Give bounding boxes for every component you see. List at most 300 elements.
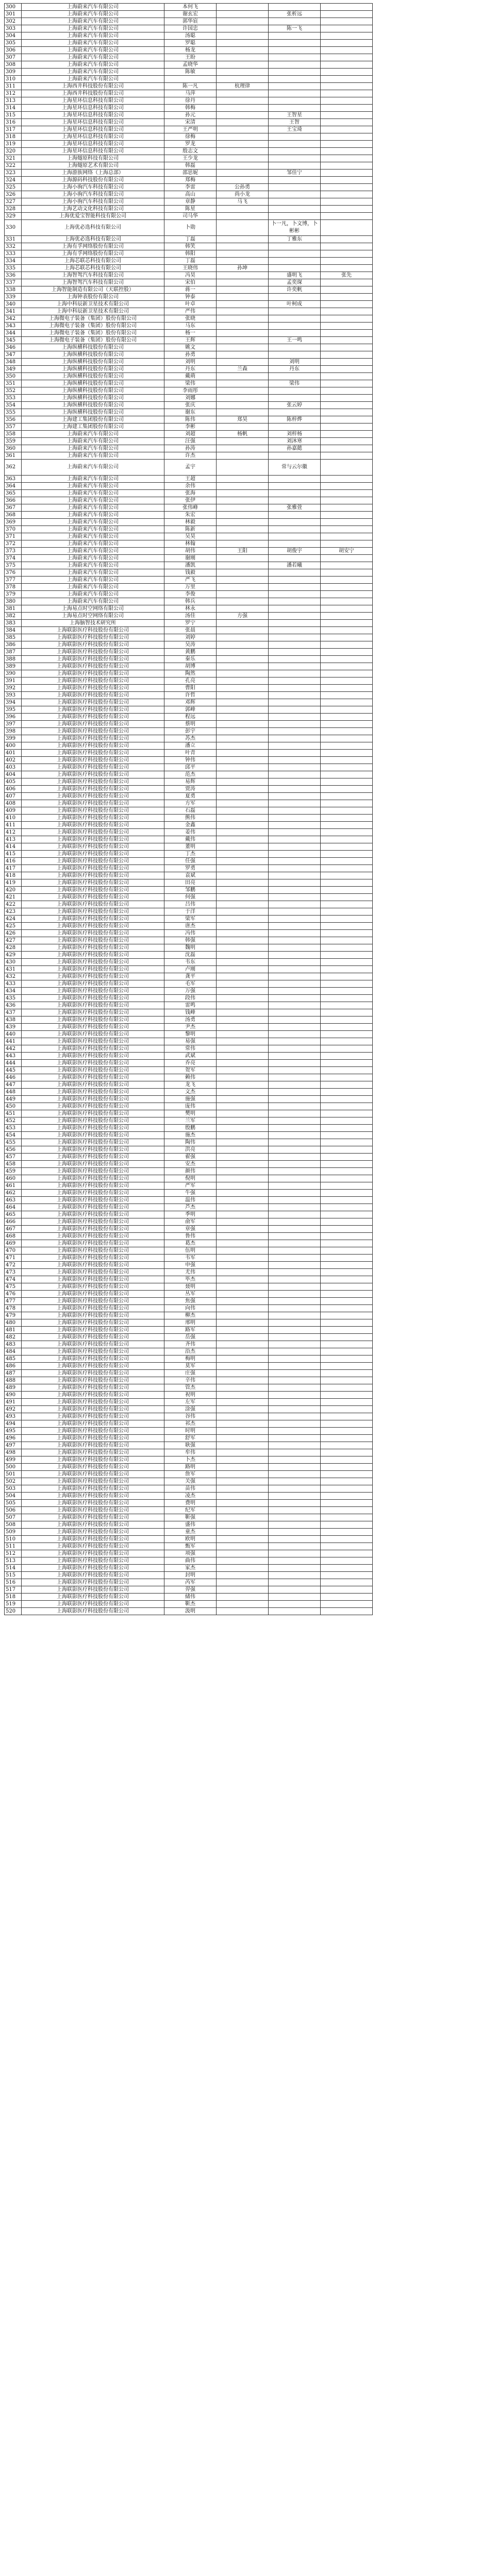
person-cell-2 <box>217 272 269 279</box>
person-cell-4 <box>321 286 373 294</box>
row-number-cell: 427 <box>5 937 22 944</box>
person-cell-3 <box>269 105 321 112</box>
person-cell-3: 张雅萱 <box>269 504 321 512</box>
table-row <box>5 685 373 692</box>
person-cell-4 <box>321 1045 373 1053</box>
person-cell-2 <box>217 476 269 483</box>
table-row <box>5 1269 373 1276</box>
person-cell-3 <box>269 908 321 916</box>
person-cell-4 <box>321 1038 373 1045</box>
table-row <box>5 1125 373 1132</box>
person-cell-3: 胡俊宇 <box>269 548 321 555</box>
table-row <box>5 258 373 265</box>
person-cell-1: 汤聪 <box>164 32 217 40</box>
person-cell-4 <box>321 757 373 764</box>
person-cell-3 <box>269 452 321 460</box>
row-number-cell: 386 <box>5 641 22 649</box>
company-name-cell: 上海中科辰新卫星技术有限公司 <box>22 308 164 315</box>
row-number-cell: 339 <box>5 294 22 301</box>
person-cell-1: 徐梅 <box>164 133 217 141</box>
person-cell-1: 祁杰 <box>164 1420 217 1428</box>
person-cell-1: 颜伟 <box>164 1168 217 1175</box>
person-cell-3 <box>269 1211 321 1218</box>
table-row <box>5 1406 373 1413</box>
table-row <box>5 1262 373 1269</box>
person-cell-3 <box>269 988 321 995</box>
person-cell-2 <box>217 879 269 887</box>
row-number-cell: 320 <box>5 148 22 155</box>
company-name-cell: 上海联影医疗科技股份有限公司 <box>22 822 164 829</box>
table-row <box>5 778 373 786</box>
person-cell-1: 陈伟 <box>164 416 217 423</box>
person-cell-1: 钟泰 <box>164 294 217 301</box>
person-cell-1: 郭峰 <box>164 706 217 714</box>
person-cell-3 <box>269 1420 321 1428</box>
person-cell-4 <box>321 1471 373 1478</box>
company-name-cell: 上海联影医疗科技股份有限公司 <box>22 1341 164 1348</box>
person-cell-2: 尚小龙 <box>217 191 269 198</box>
person-cell-4 <box>321 250 373 258</box>
person-cell-4 <box>321 1024 373 1031</box>
person-cell-4 <box>321 1262 373 1269</box>
person-cell-2 <box>217 750 269 757</box>
person-cell-3 <box>269 1016 321 1024</box>
person-cell-4 <box>321 1384 373 1392</box>
person-cell-1: 涂强 <box>164 1406 217 1413</box>
table-row <box>5 1067 373 1074</box>
person-cell-1: 汤勇 <box>164 1016 217 1024</box>
person-cell-4 <box>321 649 373 656</box>
person-cell-4 <box>321 1514 373 1521</box>
person-cell-1: 彭宇 <box>164 728 217 735</box>
row-number-cell: 463 <box>5 1197 22 1204</box>
company-name-cell: 上海联影医疗科技股份有限公司 <box>22 1262 164 1269</box>
person-cell-4 <box>321 351 373 359</box>
row-number-cell: 497 <box>5 1442 22 1449</box>
person-cell-2 <box>217 670 269 677</box>
company-name-cell: 上海星环信息科技有限公司 <box>22 141 164 148</box>
person-cell-3 <box>269 959 321 966</box>
company-name-cell: 上海蔚来汽车有限公司 <box>22 540 164 548</box>
person-cell-4 <box>321 416 373 423</box>
row-number-cell: 448 <box>5 1089 22 1096</box>
row-number-cell: 371 <box>5 533 22 540</box>
person-cell-2 <box>217 32 269 40</box>
person-cell-1: 贺军 <box>164 1067 217 1074</box>
company-name-cell: 上海中科辰新卫星技术有限公司 <box>22 301 164 308</box>
company-name-cell: 上海联影医疗科技股份有限公司 <box>22 959 164 966</box>
table-row <box>5 1399 373 1406</box>
person-cell-1: 雷鸣 <box>164 1002 217 1009</box>
table-row <box>5 807 373 815</box>
table-row <box>5 1550 373 1557</box>
person-cell-4 <box>321 294 373 301</box>
company-name-cell: 上海联影医疗科技股份有限公司 <box>22 1449 164 1456</box>
company-name-cell: 上海蔚来汽车有限公司 <box>22 569 164 577</box>
person-cell-4 <box>321 323 373 330</box>
row-number-cell: 408 <box>5 800 22 807</box>
person-cell-3 <box>269 742 321 750</box>
table-body <box>5 4 373 1615</box>
row-number-cell: 416 <box>5 858 22 865</box>
person-cell-4 <box>321 879 373 887</box>
person-cell-3 <box>269 409 321 416</box>
person-cell-2 <box>217 916 269 923</box>
person-cell-1: 许杰 <box>164 452 217 460</box>
company-name-cell: 上海联影医疗科技股份有限公司 <box>22 894 164 901</box>
company-name-cell: 上海钟表股份有限公司 <box>22 294 164 301</box>
person-cell-2: 兰森 <box>217 366 269 373</box>
person-cell-3 <box>269 97 321 105</box>
person-cell-1: 叶青 <box>164 750 217 757</box>
person-cell-3 <box>269 591 321 598</box>
person-cell-3 <box>269 1024 321 1031</box>
row-number-cell: 449 <box>5 1096 22 1103</box>
person-cell-4 <box>321 944 373 952</box>
row-number-cell: 376 <box>5 569 22 577</box>
row-number-cell: 323 <box>5 170 22 177</box>
person-cell-3 <box>269 1009 321 1016</box>
row-number-cell: 512 <box>5 1550 22 1557</box>
table-row <box>5 1586 373 1594</box>
person-cell-2 <box>217 294 269 301</box>
table-row <box>5 90 373 97</box>
person-cell-3 <box>269 1060 321 1067</box>
row-number-cell: 420 <box>5 887 22 894</box>
person-cell-2 <box>217 937 269 944</box>
person-cell-3 <box>269 213 321 220</box>
company-name-cell: 上海联影医疗科技股份有限公司 <box>22 1442 164 1449</box>
table-row <box>5 836 373 843</box>
table-row <box>5 1291 373 1298</box>
row-number-cell: 478 <box>5 1305 22 1312</box>
company-name-cell: 上海联影医疗科技股份有限公司 <box>22 685 164 692</box>
table-row <box>5 177 373 184</box>
company-name-cell: 上海蔚来汽车有限公司 <box>22 598 164 605</box>
company-name-cell: 上海蔚来汽车有限公司 <box>22 47 164 54</box>
company-name-cell: 上海联影医疗科技股份有限公司 <box>22 815 164 822</box>
person-cell-1: 童杰 <box>164 1529 217 1536</box>
company-name-cell: 上海联影医疗科技股份有限公司 <box>22 1031 164 1038</box>
person-cell-2 <box>217 591 269 598</box>
company-name-cell: 上海联影医疗科技股份有限公司 <box>22 952 164 959</box>
person-cell-2 <box>217 76 269 83</box>
person-cell-3 <box>269 40 321 47</box>
person-cell-4 <box>321 598 373 605</box>
person-cell-3 <box>269 598 321 605</box>
person-cell-2 <box>217 714 269 721</box>
person-cell-2 <box>217 836 269 843</box>
table-row <box>5 315 373 323</box>
person-cell-3 <box>269 887 321 894</box>
person-cell-1: 易强 <box>164 1038 217 1045</box>
person-cell-2 <box>217 11 269 18</box>
person-cell-4 <box>321 1319 373 1327</box>
row-number-cell: 367 <box>5 504 22 512</box>
table-row <box>5 1218 373 1226</box>
person-cell-1: 严军 <box>164 1182 217 1190</box>
row-number-cell: 343 <box>5 323 22 330</box>
company-name-cell: 上海联影医疗科技股份有限公司 <box>22 1053 164 1060</box>
person-cell-2 <box>217 133 269 141</box>
person-cell-3 <box>269 1312 321 1319</box>
row-number-cell: 482 <box>5 1334 22 1341</box>
table-row <box>5 1341 373 1348</box>
person-cell-1: 杨一 <box>164 330 217 337</box>
person-cell-3 <box>269 836 321 843</box>
person-cell-4 <box>321 843 373 851</box>
company-name-cell: 上海联影医疗科技股份有限公司 <box>22 786 164 793</box>
person-cell-4 <box>321 301 373 308</box>
company-name-cell: 上海联影医疗科技股份有限公司 <box>22 916 164 923</box>
person-cell-3 <box>269 1493 321 1500</box>
person-cell-1: 苏杰 <box>164 735 217 742</box>
row-number-cell: 361 <box>5 452 22 460</box>
row-number-cell: 467 <box>5 1226 22 1233</box>
person-cell-2 <box>217 908 269 916</box>
person-cell-2 <box>217 641 269 649</box>
company-name-cell: 上海联影医疗科技股份有限公司 <box>22 1291 164 1298</box>
person-cell-2 <box>217 533 269 540</box>
person-cell-2: 孙坤 <box>217 265 269 272</box>
table-row <box>5 438 373 445</box>
company-name-cell: 上海建工集团股份有限公司 <box>22 416 164 423</box>
row-number-cell: 316 <box>5 119 22 126</box>
table-row <box>5 40 373 47</box>
person-cell-1: 王严明 <box>164 126 217 133</box>
row-number-cell: 322 <box>5 162 22 170</box>
table-row <box>5 1204 373 1211</box>
company-name-cell: 上海联影医疗科技股份有限公司 <box>22 1247 164 1255</box>
person-cell-1: 孔亮 <box>164 677 217 685</box>
person-cell-4 <box>321 4 373 11</box>
company-name-cell: 上海星环信息科技有限公司 <box>22 112 164 119</box>
person-cell-2 <box>217 1435 269 1442</box>
person-cell-1: 韩兵 <box>164 598 217 605</box>
person-cell-4 <box>321 1550 373 1557</box>
person-cell-1: 梁军 <box>164 916 217 923</box>
table-row <box>5 294 373 301</box>
row-number-cell: 423 <box>5 908 22 916</box>
company-name-cell: 上海蔚来汽车有限公司 <box>22 18 164 25</box>
company-name-cell: 上海联影医疗科技股份有限公司 <box>22 641 164 649</box>
row-number-cell: 377 <box>5 577 22 584</box>
person-cell-1: 贾涛 <box>164 786 217 793</box>
table-row <box>5 1139 373 1146</box>
person-cell-1: 牛强 <box>164 1190 217 1197</box>
row-number-cell: 447 <box>5 1081 22 1089</box>
person-cell-1: 莫军 <box>164 1363 217 1370</box>
person-cell-4 <box>321 908 373 916</box>
person-cell-4 <box>321 387 373 395</box>
row-number-cell: 480 <box>5 1319 22 1327</box>
person-cell-4 <box>321 1060 373 1067</box>
row-number-cell: 336 <box>5 272 22 279</box>
company-name-cell: 上海联影医疗科技股份有限公司 <box>22 735 164 742</box>
row-number-cell: 355 <box>5 409 22 416</box>
person-cell-2 <box>217 460 269 476</box>
row-number-cell: 372 <box>5 540 22 548</box>
person-cell-3 <box>269 1471 321 1478</box>
table-row <box>5 555 373 562</box>
person-cell-3 <box>269 800 321 807</box>
table-row <box>5 11 373 18</box>
person-cell-4 <box>321 148 373 155</box>
row-number-cell: 501 <box>5 1471 22 1478</box>
person-cell-1: 孙勇 <box>164 351 217 359</box>
table-row <box>5 750 373 757</box>
person-cell-2 <box>217 40 269 47</box>
company-name-cell: 上海联影医疗科技股份有限公司 <box>22 1146 164 1154</box>
row-number-cell: 458 <box>5 1161 22 1168</box>
person-cell-1: 林翰 <box>164 540 217 548</box>
table-row <box>5 395 373 402</box>
person-cell-4 <box>321 865 373 872</box>
person-cell-3 <box>269 519 321 526</box>
person-cell-1: 柳杰 <box>164 1312 217 1319</box>
person-cell-4 <box>321 692 373 699</box>
person-cell-4 <box>321 656 373 663</box>
person-cell-3 <box>269 1565 321 1572</box>
person-cell-2 <box>217 1117 269 1125</box>
table-row <box>5 32 373 40</box>
company-name-cell: 上海联影医疗科技股份有限公司 <box>22 1081 164 1089</box>
row-number-cell: 441 <box>5 1038 22 1045</box>
person-cell-4 <box>321 1154 373 1161</box>
company-name-cell: 上海易点时空网络有限公司 <box>22 613 164 620</box>
table-row <box>5 980 373 988</box>
table-row <box>5 851 373 858</box>
company-name-cell: 上海联影医疗科技股份有限公司 <box>22 1579 164 1586</box>
person-cell-3 <box>269 83 321 90</box>
person-cell-2 <box>217 1197 269 1204</box>
row-number-cell: 319 <box>5 141 22 148</box>
person-cell-4 <box>321 1327 373 1334</box>
table-row <box>5 786 373 793</box>
person-cell-2 <box>217 887 269 894</box>
row-number-cell: 493 <box>5 1413 22 1420</box>
person-cell-1: 安杰 <box>164 1161 217 1168</box>
person-cell-4 <box>321 764 373 771</box>
person-cell-2 <box>217 721 269 728</box>
person-cell-4 <box>321 1420 373 1428</box>
person-cell-1: 罗勇 <box>164 865 217 872</box>
row-number-cell: 338 <box>5 286 22 294</box>
person-cell-2 <box>217 25 269 32</box>
person-cell-2 <box>217 685 269 692</box>
table-row <box>5 1355 373 1363</box>
table-row <box>5 83 373 90</box>
table-row <box>5 359 373 366</box>
person-cell-1: 封明 <box>164 1572 217 1579</box>
person-cell-2 <box>217 119 269 126</box>
person-cell-2 <box>217 1262 269 1269</box>
person-cell-2 <box>217 1031 269 1038</box>
person-cell-1: 庞伟 <box>164 1103 217 1110</box>
company-name-cell: 上海智驾汽车科技有限公司 <box>22 279 164 286</box>
company-name-cell: 上海优必选科技有限公司 <box>22 236 164 243</box>
person-cell-4 <box>321 1370 373 1377</box>
company-name-cell: 上海联影医疗科技股份有限公司 <box>22 1182 164 1190</box>
table-row <box>5 1464 373 1471</box>
person-cell-3 <box>269 1168 321 1175</box>
person-cell-1: 章强 <box>164 1226 217 1233</box>
row-number-cell: 492 <box>5 1406 22 1413</box>
person-cell-2 <box>217 1399 269 1406</box>
person-cell-1: 陈星 <box>164 206 217 213</box>
row-number-cell: 428 <box>5 944 22 952</box>
company-name-cell: 上海蔚来汽车有限公司 <box>22 25 164 32</box>
person-cell-1: 祝明 <box>164 1392 217 1399</box>
person-cell-1: 李雨彤 <box>164 387 217 395</box>
table-row <box>5 1016 373 1024</box>
person-cell-3 <box>269 1514 321 1521</box>
person-cell-4 <box>321 887 373 894</box>
person-cell-3 <box>269 1031 321 1038</box>
person-cell-4 <box>321 497 373 504</box>
person-cell-4 <box>321 937 373 944</box>
company-name-cell: 上海联影医疗科技股份有限公司 <box>22 656 164 663</box>
person-cell-4 <box>321 533 373 540</box>
row-number-cell: 516 <box>5 1579 22 1586</box>
person-cell-4 <box>321 170 373 177</box>
table-row <box>5 526 373 533</box>
person-cell-1: 洪亮 <box>164 1146 217 1154</box>
company-name-cell: 上海联影医疗科技股份有限公司 <box>22 973 164 980</box>
person-cell-4 <box>321 1081 373 1089</box>
awards-table <box>4 3 373 1615</box>
row-number-cell: 344 <box>5 330 22 337</box>
row-number-cell: 455 <box>5 1139 22 1146</box>
person-cell-4 <box>321 836 373 843</box>
table-row <box>5 757 373 764</box>
person-cell-2: 杨帆 <box>217 431 269 438</box>
person-cell-4 <box>321 577 373 584</box>
person-cell-3 <box>269 1572 321 1579</box>
row-number-cell: 314 <box>5 105 22 112</box>
person-cell-1: 舒军 <box>164 1435 217 1442</box>
person-cell-2 <box>217 1572 269 1579</box>
person-cell-2 <box>217 162 269 170</box>
person-cell-4 <box>321 258 373 265</box>
row-number-cell: 457 <box>5 1154 22 1161</box>
person-cell-2 <box>217 562 269 569</box>
person-cell-4 <box>321 1507 373 1514</box>
person-cell-3 <box>269 685 321 692</box>
person-cell-2 <box>217 1464 269 1471</box>
company-name-cell: 上海联影医疗科技股份有限公司 <box>22 771 164 778</box>
person-cell-3: 陈梓烨 <box>269 416 321 423</box>
table-row <box>5 1471 373 1478</box>
person-cell-3: 梁伟 <box>269 380 321 387</box>
person-cell-1: 许哲 <box>164 692 217 699</box>
row-number-cell: 381 <box>5 605 22 613</box>
person-cell-2 <box>217 858 269 865</box>
table-row <box>5 591 373 598</box>
company-name-cell: 上海联影医疗科技股份有限公司 <box>22 1557 164 1565</box>
company-name-cell: 上海联影医疗科技股份有限公司 <box>22 1478 164 1485</box>
person-cell-3: 叶柯成 <box>269 301 321 308</box>
person-cell-1: 夏勇 <box>164 793 217 800</box>
table-row <box>5 1089 373 1096</box>
person-cell-2 <box>217 1154 269 1161</box>
person-cell-2 <box>217 728 269 735</box>
person-cell-2 <box>217 1182 269 1190</box>
person-cell-2 <box>217 656 269 663</box>
row-number-cell: 401 <box>5 750 22 757</box>
person-cell-4 <box>321 1572 373 1579</box>
table-row <box>5 764 373 771</box>
